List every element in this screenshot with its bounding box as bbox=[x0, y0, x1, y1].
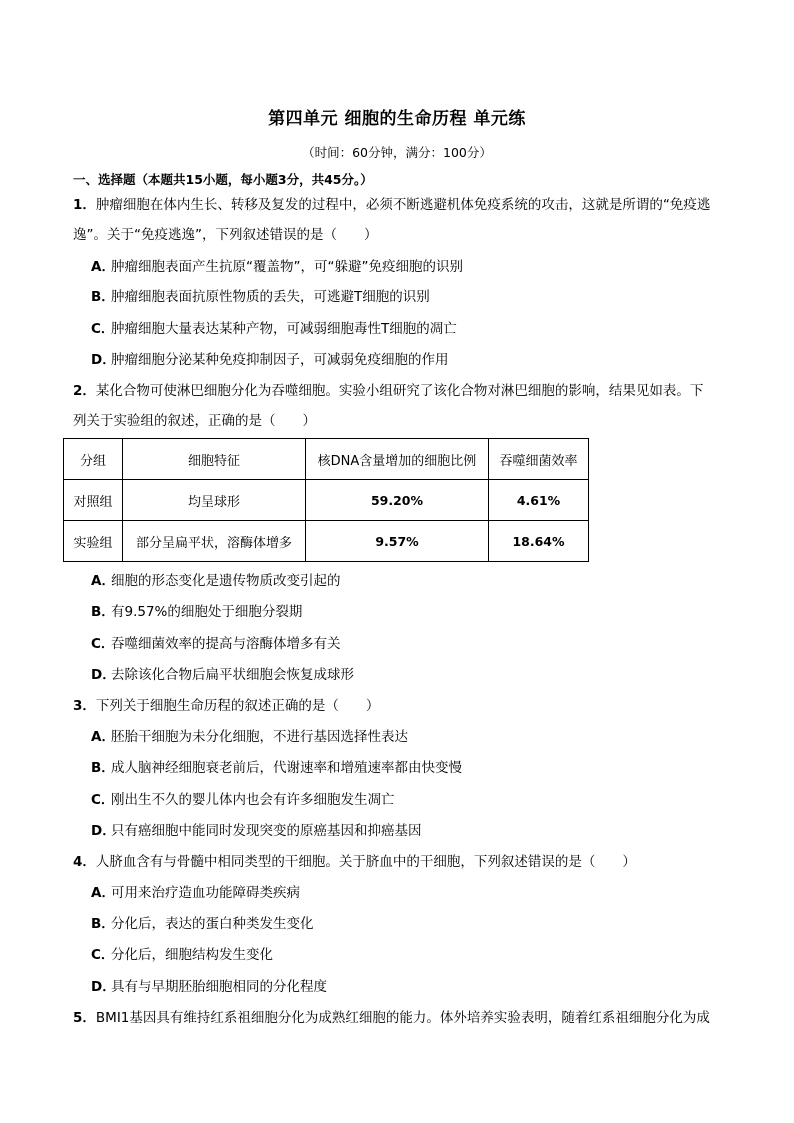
question-2-option-b: B．有9.57%的细胞处于细胞分裂期 bbox=[91, 604, 303, 620]
question-1-number: 1． bbox=[73, 197, 96, 213]
table-cell: 对照组 bbox=[64, 480, 123, 521]
question-3-option-c: C．刚出生不久的婴儿体内也会有许多细胞发生凋亡 bbox=[91, 792, 395, 808]
page-title: 第四单元 细胞的生命历程 单元练 bbox=[268, 109, 526, 129]
question-2-number: 2． bbox=[73, 383, 96, 399]
question-1-option-b: B．肿瘤细胞表面抗原性物质的丢失，可逃避T细胞的识别 bbox=[91, 289, 430, 305]
question-4-text: 人脐血含有与骨髓中相同类型的干细胞。关于脐血中的干细胞，下列叙述错误的是（ ） bbox=[95, 854, 636, 870]
question-2-line-2: 列关于实验组的叙述，正确的是（ ） bbox=[73, 413, 316, 429]
question-4-option-a: A．可用来治疗造血功能障碍类疾病 bbox=[91, 885, 300, 901]
question-3-option-b: B．成人脑神经细胞衰老前后，代谢速率和增殖速率都由快变慢 bbox=[91, 760, 462, 776]
question-5-text: BMI1基因具有维持红系祖细胞分化为成熟红细胞的能力。体外培养实验表明，随着红系祖细胞分化为成 bbox=[95, 1010, 710, 1026]
question-1-option-a: A．肿瘤细胞表面产生抗原“覆盖物”，可“躲避”免疫细胞的识别 bbox=[91, 259, 463, 275]
table-cell: 实验组 bbox=[64, 521, 123, 562]
question-1-text: 肿瘤细胞在体内生长、转移及复发的过程中，必须不断逃避机体免疫系统的攻击，这就是所谓的“免疫逃 bbox=[95, 197, 711, 213]
table-row bbox=[64, 480, 589, 521]
table-header-cell: 核DNA含量增加的细胞比例 bbox=[306, 439, 489, 480]
table-cell: 59.20% bbox=[306, 480, 489, 521]
question-2-text: 某化合物可使淋巴细胞分化为吞噬细胞。实验小组研究了该化合物对淋巴细胞的影响，结果见如表。下 bbox=[95, 383, 704, 399]
question-3-option-a: A．胚胎干细胞为未分化细胞，不进行基因选择性表达 bbox=[91, 729, 408, 745]
table-header-cell: 细胞特征 bbox=[123, 439, 306, 480]
question-4-number: 4． bbox=[73, 854, 96, 870]
table-header-cell: 吞噬细菌效率 bbox=[489, 439, 589, 480]
results-table bbox=[63, 438, 589, 562]
question-2-option-a: A．细胞的形态变化是遗传物质改变引起的 bbox=[91, 573, 341, 589]
table-cell: 4.61% bbox=[489, 480, 589, 521]
section-heading: 一、选择题（本题共15小题，每小题3分，共45分。） bbox=[73, 172, 373, 187]
question-1-option-d: D．肿瘤细胞分泌某种免疫抑制因子，可减弱免疫细胞的作用 bbox=[91, 352, 449, 368]
table-cell: 9.57% bbox=[306, 521, 489, 562]
question-1-line-1 bbox=[73, 195, 710, 215]
question-2-line-1 bbox=[73, 381, 703, 401]
table-row bbox=[64, 521, 589, 562]
question-5-number: 5． bbox=[73, 1010, 96, 1026]
table-header-cell: 分组 bbox=[64, 439, 123, 480]
question-3-text: 下列关于细胞生命历程的叙述正确的是（ ） bbox=[95, 698, 380, 714]
question-3-option-d: D．只有癌细胞中能同时发现突变的原癌基因和抑癌基因 bbox=[91, 823, 422, 839]
table-cell: 部分呈扁平状，溶酶体增多 bbox=[123, 521, 306, 562]
question-4-line-1 bbox=[73, 852, 636, 872]
table-header-row bbox=[64, 439, 589, 480]
table-cell: 18.64% bbox=[489, 521, 589, 562]
question-2-option-d: D．去除该化合物后扁平状细胞会恢复成球形 bbox=[91, 667, 354, 683]
question-5-line-1 bbox=[73, 1008, 710, 1028]
question-1-line-2: 逸”。关于“免疫逃逸”，下列叙述错误的是（ ） bbox=[73, 227, 378, 243]
question-4-option-b: B．分化后，表达的蛋白种类发生变化 bbox=[91, 916, 314, 932]
table-cell: 均呈球形 bbox=[123, 480, 306, 521]
question-2-option-c: C．吞噬细菌效率的提高与溶酶体增多有关 bbox=[91, 636, 341, 652]
question-4-option-c: C．分化后，细胞结构发生变化 bbox=[91, 947, 273, 963]
question-3-line-1 bbox=[73, 696, 379, 716]
page-subtitle: （时间：60分钟，满分：100分） bbox=[302, 145, 492, 160]
question-3-number: 3． bbox=[73, 698, 96, 714]
question-4-option-d: D．具有与早期胚胎细胞相同的分化程度 bbox=[91, 979, 327, 995]
question-1-option-c: C．肿瘤细胞大量表达某种产物，可减弱细胞毒性T细胞的凋亡 bbox=[91, 321, 457, 337]
